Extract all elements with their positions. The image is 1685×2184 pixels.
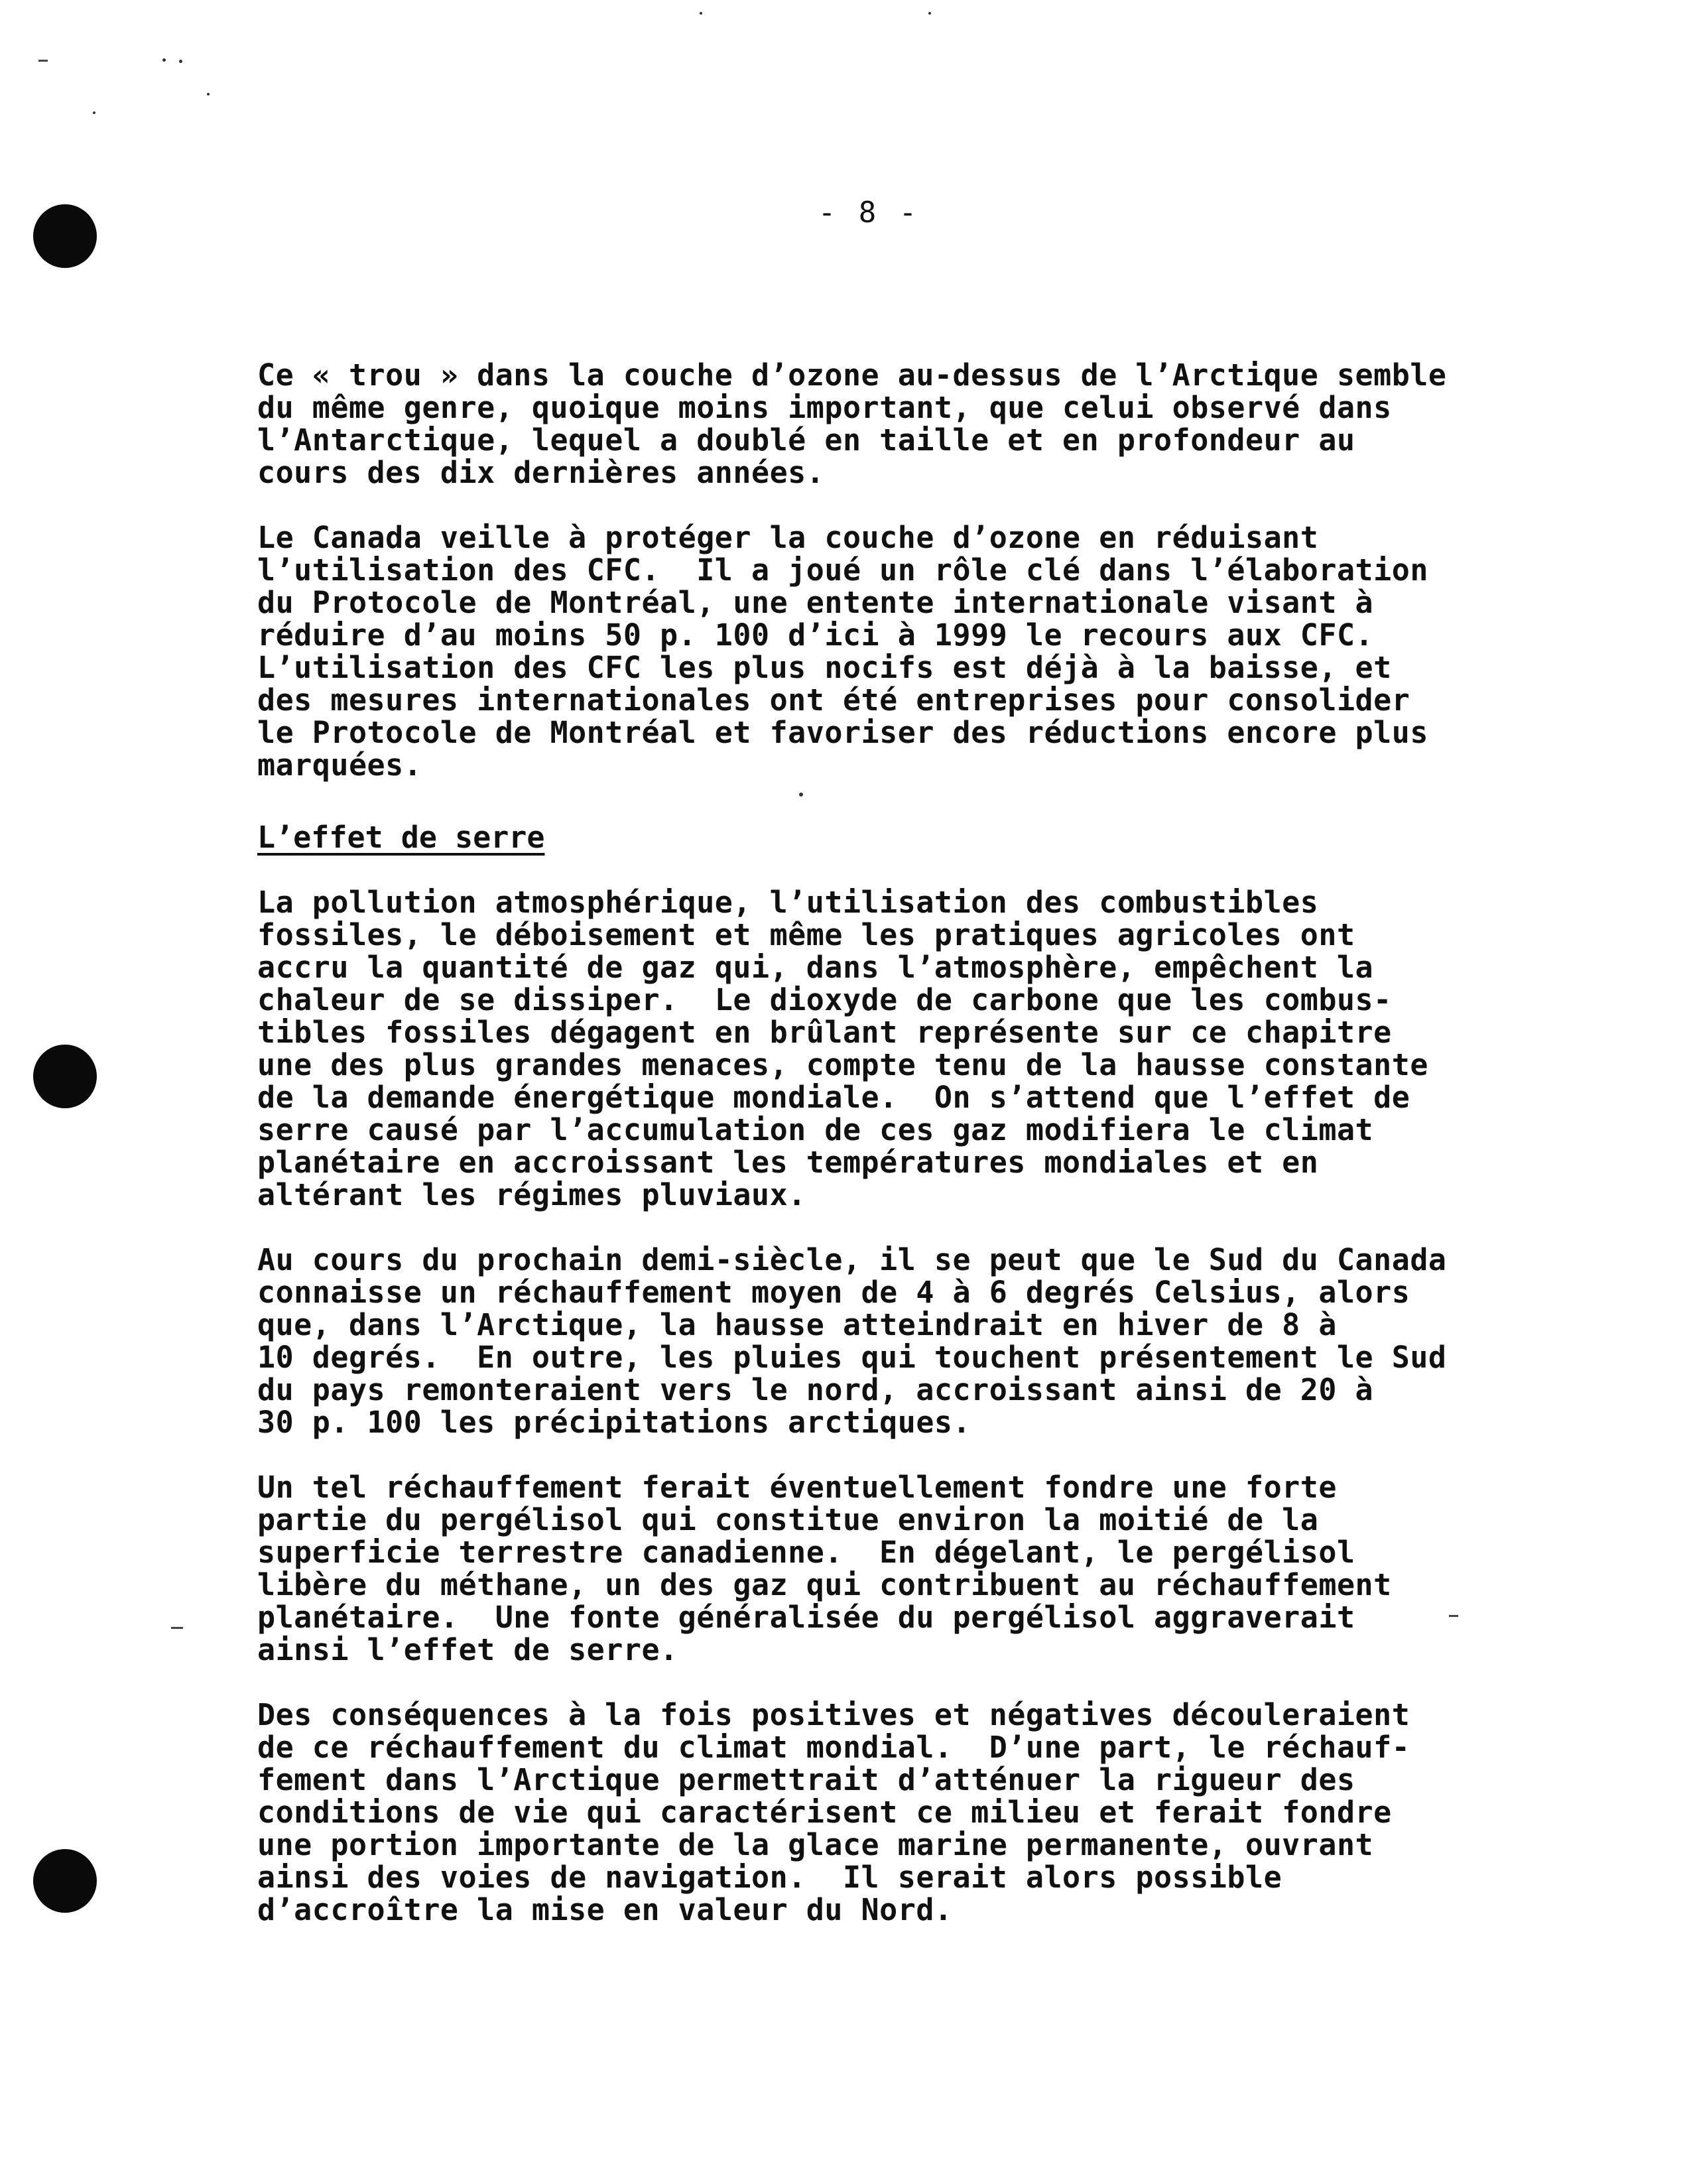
paragraph	[257, 1699, 1557, 1926]
scan-speck	[93, 111, 95, 114]
text-line: des mesures internationales ont été entreprises pour consolider	[257, 682, 1410, 718]
page-number: - 8 -	[818, 196, 920, 229]
text-line: serre causé par l’accumulation de ces gaz modifiera le climat	[257, 1112, 1374, 1147]
scan-speck	[179, 60, 182, 63]
text-line: superficie terrestre canadienne. En dégelant, le pergélisol	[257, 1535, 1355, 1570]
text-line: de la demande énergétique mondiale. On s’attend que l’effet de	[257, 1080, 1410, 1115]
text-line: planétaire en accroissant les températures mondiales et en	[257, 1145, 1319, 1180]
text-line: planétaire. Une fonte généralisée du pergélisol aggraverait	[257, 1600, 1355, 1635]
text-line: d’accroître la mise en valeur du Nord.	[257, 1892, 953, 1927]
text-line: altérant les régimes pluviaux.	[257, 1177, 806, 1212]
text-line: connaisse un réchauffement moyen de 4 à 6 degrés Celsius, alors	[257, 1275, 1410, 1310]
text-line: que, dans l’Arctique, la hausse atteindrait en hiver de 8 à	[257, 1307, 1337, 1342]
section-heading: L’effet de serre	[257, 820, 545, 855]
paragraph	[257, 521, 1557, 781]
scan-mark	[38, 60, 48, 62]
text-line: Des conséquences à la fois positives et négatives découleraient	[257, 1697, 1410, 1732]
body-text	[257, 359, 1557, 1959]
text-line: fossiles, le déboisement et même les pratiques agricoles ont	[257, 917, 1355, 952]
text-line: conditions de vie qui caractérisent ce milieu et ferait fondre	[257, 1795, 1392, 1830]
text-line: ainsi des voies de navigation. Il serait alors possible	[257, 1860, 1282, 1895]
punch-hole-top	[33, 204, 97, 268]
text-line: fement dans l’Arctique permettrait d’atténuer la rigueur des	[257, 1762, 1355, 1797]
scan-speck	[207, 93, 210, 96]
text-line: chaleur de se dissiper. Le dioxyde de carbone que les combus-	[257, 982, 1392, 1017]
text-line: une des plus grandes menaces, compte tenu de la hausse constante	[257, 1047, 1428, 1082]
text-line: La pollution atmosphérique, l’utilisation des combustibles	[257, 885, 1319, 920]
scan-speck	[700, 12, 702, 15]
text-line: 10 degrés. En outre, les pluies qui touchent présentement le Sud	[257, 1340, 1447, 1375]
punch-hole-middle	[33, 1045, 97, 1108]
text-line: cours des dix dernières années.	[257, 455, 825, 490]
paragraph	[257, 359, 1557, 489]
text-line: du Protocole de Montréal, une entente internationale visant à	[257, 585, 1374, 620]
scan-mark	[171, 1627, 183, 1629]
text-line: libère du méthane, un des gaz qui contribuent au réchauffement	[257, 1567, 1392, 1602]
scan-speck	[162, 58, 166, 62]
text-line: le Protocole de Montréal et favoriser des réductions encore plus	[257, 715, 1428, 750]
text-line: une portion importante de la glace marine permanente, ouvrant	[257, 1827, 1374, 1862]
text-line: Un tel réchauffement ferait éventuellement fondre une forte	[257, 1470, 1337, 1505]
paragraph	[257, 886, 1557, 1211]
text-line: accru la quantité de gaz qui, dans l’atmosphère, empêchent la	[257, 950, 1374, 985]
text-line: ainsi l’effet de serre.	[257, 1632, 678, 1667]
text-line: l’utilisation des CFC. Il a joué un rôle clé dans l’élaboration	[257, 552, 1428, 588]
text-line: 30 p. 100 les précipitations arctiques.	[257, 1405, 971, 1440]
text-line: de ce réchauffement du climat mondial. D’une part, le réchauf-	[257, 1730, 1410, 1765]
text-line: partie du pergélisol qui constitue environ la moitié de la	[257, 1502, 1319, 1537]
text-line: réduire d’au moins 50 p. 100 d’ici à 1999 le recours aux CFC.	[257, 617, 1374, 653]
text-line: tibles fossiles dégagent en brûlant représente sur ce chapitre	[257, 1015, 1392, 1050]
text-line: marquées.	[257, 747, 422, 783]
text-line: L’utilisation des CFC les plus nocifs est déjà à la baisse, et	[257, 650, 1392, 685]
text-line: Ce « trou » dans la couche d’ozone au-dessus de l’Arctique semble	[257, 357, 1447, 393]
paragraph	[257, 1244, 1557, 1439]
text-line: l’Antarctique, lequel a doublé en taille et en profondeur au	[257, 422, 1355, 458]
text-line: Au cours du prochain demi-siècle, il se peut que le Sud du Canada	[257, 1242, 1447, 1277]
scan-speck	[928, 12, 931, 15]
punch-hole-bottom	[33, 1849, 97, 1913]
text-line: Le Canada veille à protéger la couche d’ozone en réduisant	[257, 520, 1319, 555]
text-line: du même genre, quoique moins important, que celui observé dans	[257, 390, 1392, 425]
text-line: du pays remonteraient vers le nord, accroissant ainsi de 20 à	[257, 1372, 1374, 1407]
paragraph	[257, 1471, 1557, 1666]
